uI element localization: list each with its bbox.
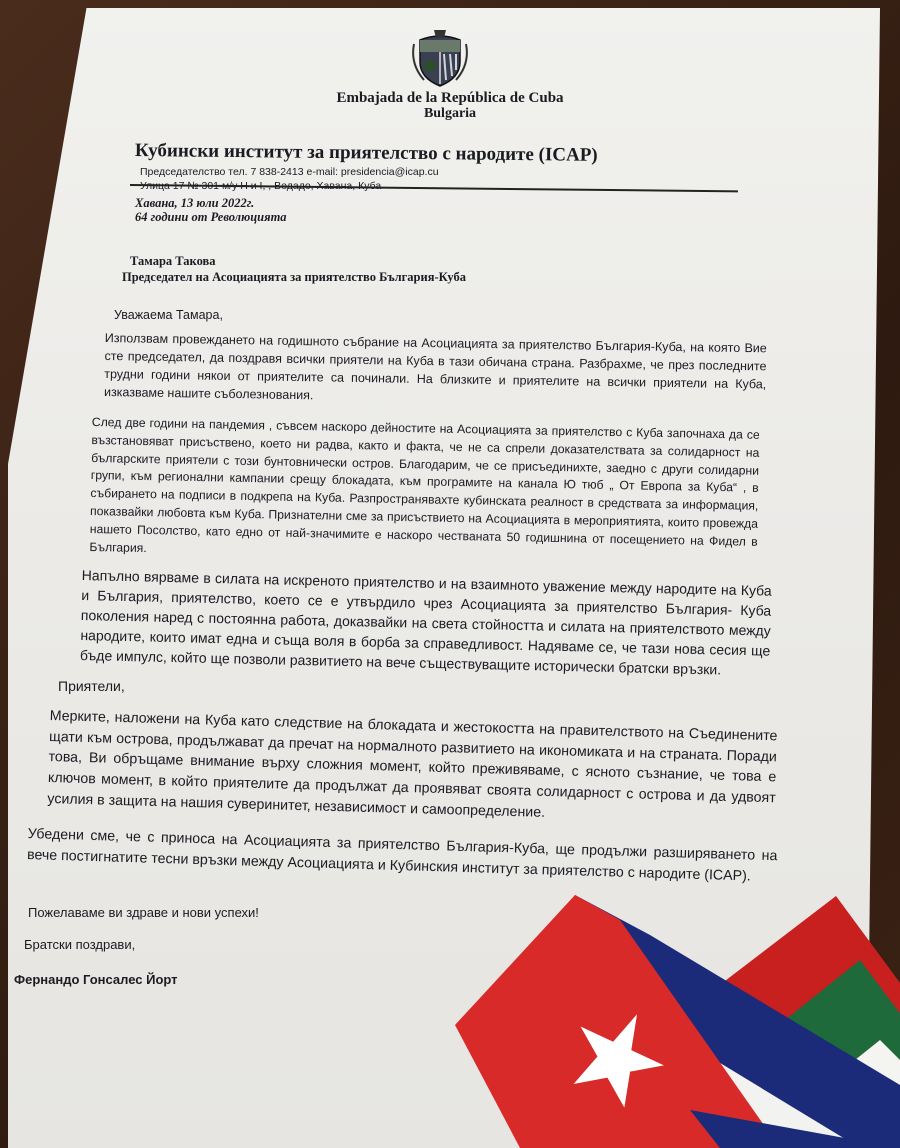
revolution-line: 64 години от Революцията	[135, 210, 287, 224]
friends-line: Приятели,	[58, 678, 125, 694]
paragraph-friendship: Напълно вярваме в силата на искреното приятелство и на взаимното уважение между народите на Куба и България, приятелство, което се е утвърдило чрез Асоциацията за приятелство България- Куба поколения наред с постоянна работа, доказвайки на света стойността и силата на приятелството между народите, които имат една и съща воля в борба за справедливост. Надяваме се, че тази нова сесия ще бъде импулс, който ще позволи развитието на вече съществуващите исторически братски връзки.	[79, 566, 772, 678]
cuban-coat-of-arms-icon	[410, 30, 470, 88]
signature-name: Фернандо Гонсалес Йорт	[14, 972, 178, 987]
paragraph-condolences: Използвам провеждането на годишното събрание на Асоциацията за приятелство България-Куба, на която Вие сте председател, да поздравя всички приятели на Куба в тази обичана страна. Разбрахме, че през последните трудни години някои от приятелите са починали. На близките и приятелите на всички приятели на Куба, изказваме нашите съболезнования.	[103, 330, 767, 402]
paragraph-blockade: Мерките, наложени на Куба като следствие на блокадата и жестокостта на правителството на Съединените щати към острова, продължават да пречат на нормалното развитието на икономиката и на страната. Поради това, Ви обръщаме внимание върху сложния момент, който преживяваме, с ясното съзнание, че това е ключов момент, в който приятелите да продължат да проявяват своята солидарност с острова и да удвоят усилия в защита на нашия суверинитет, независимост и самоопределение.	[47, 707, 778, 821]
salutation: Уважаема Тамара,	[114, 308, 223, 322]
recipient-name: Тамара Такова	[130, 254, 216, 268]
closing-regards: Братски поздрави,	[24, 937, 136, 952]
paragraph-activities: След две години на пандемия , съвсем наскоро дейностите на Асоциацията за приятелство с Куба започнаха да се възстановяват присъствено, което ни радва, както и факта, че не са спрели доказателствата за солидарност на българските приятели с този бунтовнически остров. Благодарим, че се присъединихте, заедно с други солидарни групи, към регионални кампании срещу блокадата, към програмите на канала Ю тюб „ От Европа за Куба“ , в събирането на подписи в подкрепа на Куба. Разпространявахте кубинската реалност в средствата за информация, показвайки любовта към Куба. Признателни сме за присъствието на Асоциацията в мероприятията, които провежда нашето Посолство, като едно от най-значимите е наскоро честваната 50 годишнина от посещението на Фидел в България.	[89, 414, 760, 555]
recipient-title: Председател на Асоциацията за приятелство България-Куба	[122, 270, 466, 284]
embassy-name: Embajada de la República de Cuba	[336, 90, 564, 106]
institute-title: Кубински институт за приятелство с народите (ICAP)	[134, 140, 598, 166]
date-line: Хавана, 13 юли 2022г.	[135, 196, 255, 210]
embassy-country: Bulgaria	[423, 106, 477, 121]
paragraph-conviction: Убедени сме, че с приноса на Асоциацията за приятелство България-Куба, ще продължи разширяването на вече постигнатите тесни връзки между Асоциацията и Кубинския институт за приятелство с народите (ICAP).	[26, 825, 778, 885]
closing-wish: Пожелаваме ви здраве и нови успехи!	[28, 905, 259, 920]
contact-line: Председателство тел. 7 838-2413 e-mail: presidencia@icap.cu	[140, 166, 439, 178]
